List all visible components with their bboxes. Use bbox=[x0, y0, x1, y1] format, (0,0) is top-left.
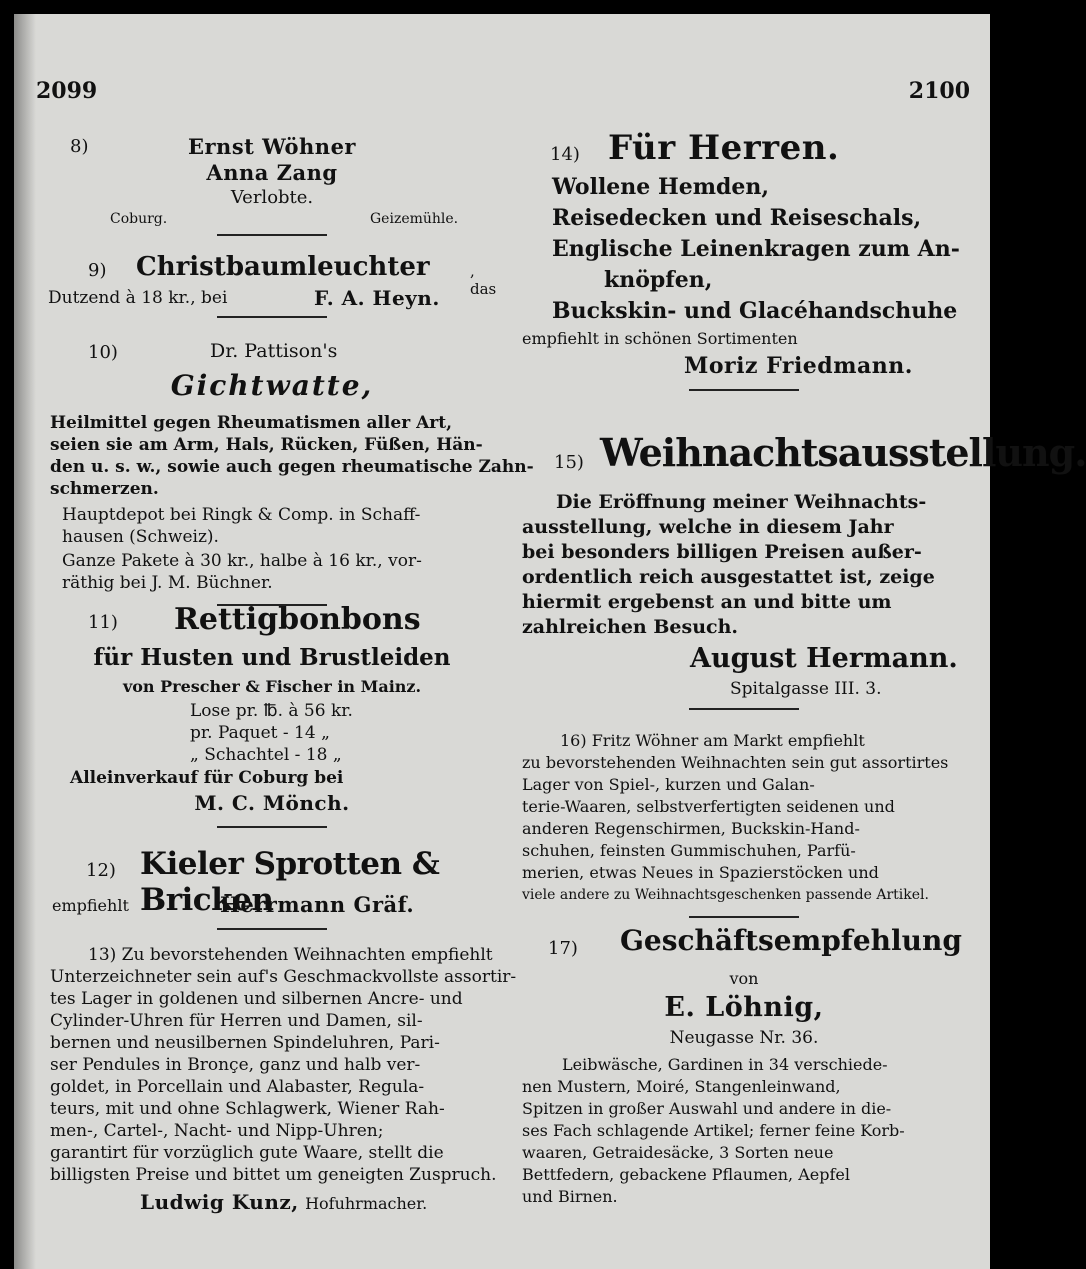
seller: August Hermann. bbox=[690, 643, 958, 674]
ad-title-tail: , das bbox=[470, 262, 497, 298]
ad-14 bbox=[514, 128, 974, 391]
ad-pre: empfiehlt bbox=[52, 896, 129, 915]
body-line: men-, Cartel-, Nacht- und Nipp-Uhren; bbox=[50, 1121, 384, 1141]
ad-15 bbox=[514, 430, 1086, 710]
price-line: pr. Paquet - 14 „ bbox=[190, 723, 330, 743]
ad-16 bbox=[514, 730, 974, 918]
item-line: knöpfen, bbox=[604, 267, 713, 293]
ad-title: Geschäftsempfehlung bbox=[620, 924, 962, 957]
depot-line: Hauptdepot bei Ringk & Comp. in Schaff- bbox=[62, 505, 421, 525]
ad-line: Dutzend à 18 kr., bei bbox=[48, 288, 228, 308]
signature-role: Hofuhrmacher. bbox=[305, 1194, 428, 1213]
body-line: ordentlich reich ausgestattet ist, zeige bbox=[522, 566, 935, 588]
body-line: Spitzen in großer Auswahl und andere in die- bbox=[522, 1099, 892, 1118]
ad-number: 14) bbox=[550, 144, 580, 165]
seller: F. A. Heyn. bbox=[314, 286, 440, 310]
ad-subtitle: für Husten und Brustleiden bbox=[93, 644, 451, 671]
name-1: Ernst Wöhner bbox=[187, 134, 356, 159]
address: Neugasse Nr. 36. bbox=[669, 1028, 819, 1048]
body-line: seien sie am Arm, Hals, Rücken, Füßen, Hän- bbox=[50, 435, 483, 455]
price-line: räthig bei J. M. Büchner. bbox=[62, 573, 273, 593]
ad-byline: Dr. Pattison's bbox=[210, 340, 338, 362]
price-line: Lose pr. ℔. à 56 kr. bbox=[190, 701, 353, 721]
price-line: „ Schachtel - 18 „ bbox=[190, 745, 342, 765]
body-line: zu bevorstehenden Weihnachten sein gut assortirtes bbox=[522, 753, 949, 772]
von: von bbox=[729, 969, 759, 988]
body-line: bei besonders billigen Preisen außer- bbox=[522, 541, 922, 563]
name-2: Anna Zang bbox=[206, 160, 338, 185]
body-line: Lager von Spiel-, kurzen und Galan- bbox=[522, 775, 815, 794]
ad-title: Gichtwatte, bbox=[170, 369, 374, 402]
ad-items bbox=[552, 172, 974, 327]
seller: E. Löhnig, bbox=[664, 992, 824, 1023]
address: Spitalgasse III. 3. bbox=[730, 679, 882, 699]
ad-title: Kieler Sprotten & Bricken bbox=[140, 846, 440, 918]
divider bbox=[689, 708, 799, 710]
body-line: goldet, in Porcellain und Alabaster, Regula- bbox=[50, 1077, 425, 1097]
item-line: Reisedecken und Reiseschals, bbox=[552, 205, 922, 231]
body-line: nen Mustern, Moiré, Stangenleinwand, bbox=[522, 1077, 841, 1096]
body-line: 16) Fritz Wöhner am Markt empfiehlt bbox=[560, 731, 865, 750]
seller: M. C. Mönch. bbox=[194, 791, 350, 815]
body-line: schuhen, feinsten Gummischuhen, Parfü- bbox=[522, 841, 856, 860]
body-line: ausstellung, welche in diesem Jahr bbox=[522, 516, 894, 538]
ad-body bbox=[522, 1054, 974, 1208]
body-line: billigsten Preise und bittet um geneigten Zuspruch. bbox=[50, 1165, 497, 1185]
ad-number: 12) bbox=[86, 860, 116, 881]
body-line: teurs, mit und ohne Schlagwerk, Wiener Rah- bbox=[50, 1099, 445, 1119]
body-line: Heilmittel gegen Rheumatismen aller Art, bbox=[50, 413, 452, 433]
ad-12 bbox=[40, 846, 504, 930]
divider bbox=[689, 389, 799, 391]
ad-title: Weihnachtsausstellung. bbox=[600, 430, 1086, 475]
ad-number: 10) bbox=[88, 342, 118, 363]
ad-number: 11) bbox=[88, 612, 118, 633]
status: Verlobte. bbox=[230, 187, 314, 208]
body-line: Bettfedern, gebackene Pflaumen, Aepfel bbox=[522, 1165, 850, 1184]
body-line: tes Lager in goldenen und silbernen Ancre- und bbox=[50, 989, 463, 1009]
divider bbox=[217, 316, 327, 318]
depot-line: hausen (Schweiz). bbox=[62, 527, 219, 547]
signature-line bbox=[140, 1190, 504, 1214]
ad-17 bbox=[514, 924, 974, 1208]
ad-body bbox=[50, 944, 517, 1186]
body-line: bernen und neusilbernen Spindeluhren, Pari- bbox=[50, 1033, 440, 1053]
ad-body bbox=[522, 730, 974, 906]
place-1: Coburg. bbox=[110, 211, 168, 227]
body-line: den u. s. w., sowie auch gegen rheumatische Zahn- bbox=[50, 457, 534, 477]
body-line: viele andere zu Weihnachtsgeschenken passende Artikel. bbox=[522, 887, 929, 903]
ad-10 bbox=[40, 336, 534, 606]
body-line: Unterzeichneter sein auf's Geschmackvollste assortir- bbox=[50, 967, 517, 987]
body-line: merien, etwas Neues in Spazierstöcken und bbox=[522, 863, 879, 882]
place-2: Geizemühle. bbox=[370, 211, 459, 227]
body-line: Leibwäsche, Gardinen in 34 verschiede- bbox=[562, 1055, 888, 1074]
body-line: Cylinder-Uhren für Herren und Damen, sil- bbox=[50, 1011, 423, 1031]
seller: Herrmann Gräf. bbox=[220, 892, 415, 917]
page-edge-shadow bbox=[14, 14, 36, 1269]
ad-number: 9) bbox=[88, 260, 107, 281]
body-line: terie-Waaren, selbstverfertigten seidenen und bbox=[522, 797, 895, 816]
ad-11 bbox=[40, 602, 504, 828]
ad-title: Rettigbonbons bbox=[174, 602, 421, 637]
ad-number: 8) bbox=[70, 136, 89, 157]
body-line: ser Pendules in Bronçe, ganz und halb ver- bbox=[50, 1055, 421, 1075]
body-line: anderen Regenschirmen, Buckskin-Hand- bbox=[522, 819, 860, 838]
body-line: ses Fach schlagende Artikel; ferner feine Korb- bbox=[522, 1121, 905, 1140]
page-number-right: 2100 bbox=[908, 78, 970, 104]
ad-13 bbox=[40, 944, 517, 1214]
ad-prices bbox=[190, 700, 504, 766]
ad-title: Christbaumleuchter bbox=[136, 252, 430, 282]
price-line: Ganze Pakete à 30 kr., halbe à 16 kr., vor- bbox=[62, 551, 422, 571]
ad-number: 15) bbox=[554, 452, 584, 473]
ad-body bbox=[522, 490, 974, 640]
body-line: 13) Zu bevorstehenden Weihnachten empfiehlt bbox=[88, 945, 493, 965]
ad-9 bbox=[40, 252, 504, 318]
ad-title: Für Herren. bbox=[608, 128, 840, 168]
newspaper-page bbox=[14, 14, 1086, 1269]
item-line: Buckskin- und Glacéhandschuhe bbox=[552, 298, 958, 324]
divider bbox=[689, 916, 799, 918]
body-line: waaren, Getraidesäcke, 3 Sorten neue bbox=[522, 1143, 834, 1162]
item-line: Wollene Hemden, bbox=[552, 174, 770, 200]
ad-depot bbox=[62, 504, 504, 548]
seller: Moriz Friedmann. bbox=[684, 353, 913, 379]
ad-line: empfiehlt in schönen Sortimenten bbox=[522, 329, 798, 348]
body-line: und Birnen. bbox=[522, 1187, 618, 1206]
ad-body bbox=[50, 412, 534, 500]
ad-number: 17) bbox=[548, 938, 578, 959]
ad-8 bbox=[40, 134, 504, 236]
body-line: hiermit ergebenst an und bitte um bbox=[522, 591, 892, 613]
ad-sale: Alleinverkauf für Coburg bei bbox=[70, 768, 344, 788]
page-number-left: 2099 bbox=[36, 78, 98, 104]
signature: Ludwig Kunz, bbox=[140, 1190, 299, 1214]
divider bbox=[217, 928, 327, 930]
divider bbox=[217, 234, 327, 236]
body-line: zahlreichen Besuch. bbox=[522, 616, 739, 638]
places bbox=[40, 210, 504, 228]
body-line: garantirt für vorzüglich gute Waare, stellt die bbox=[50, 1143, 444, 1163]
divider bbox=[217, 826, 327, 828]
item-line: Englische Leinenkragen zum An- bbox=[552, 236, 960, 262]
body-line: schmerzen. bbox=[50, 479, 159, 499]
ad-prices bbox=[62, 550, 504, 594]
ad-maker: von Prescher & Fischer in Mainz. bbox=[122, 677, 422, 696]
body-line: Die Eröffnung meiner Weihnachts- bbox=[556, 491, 927, 513]
